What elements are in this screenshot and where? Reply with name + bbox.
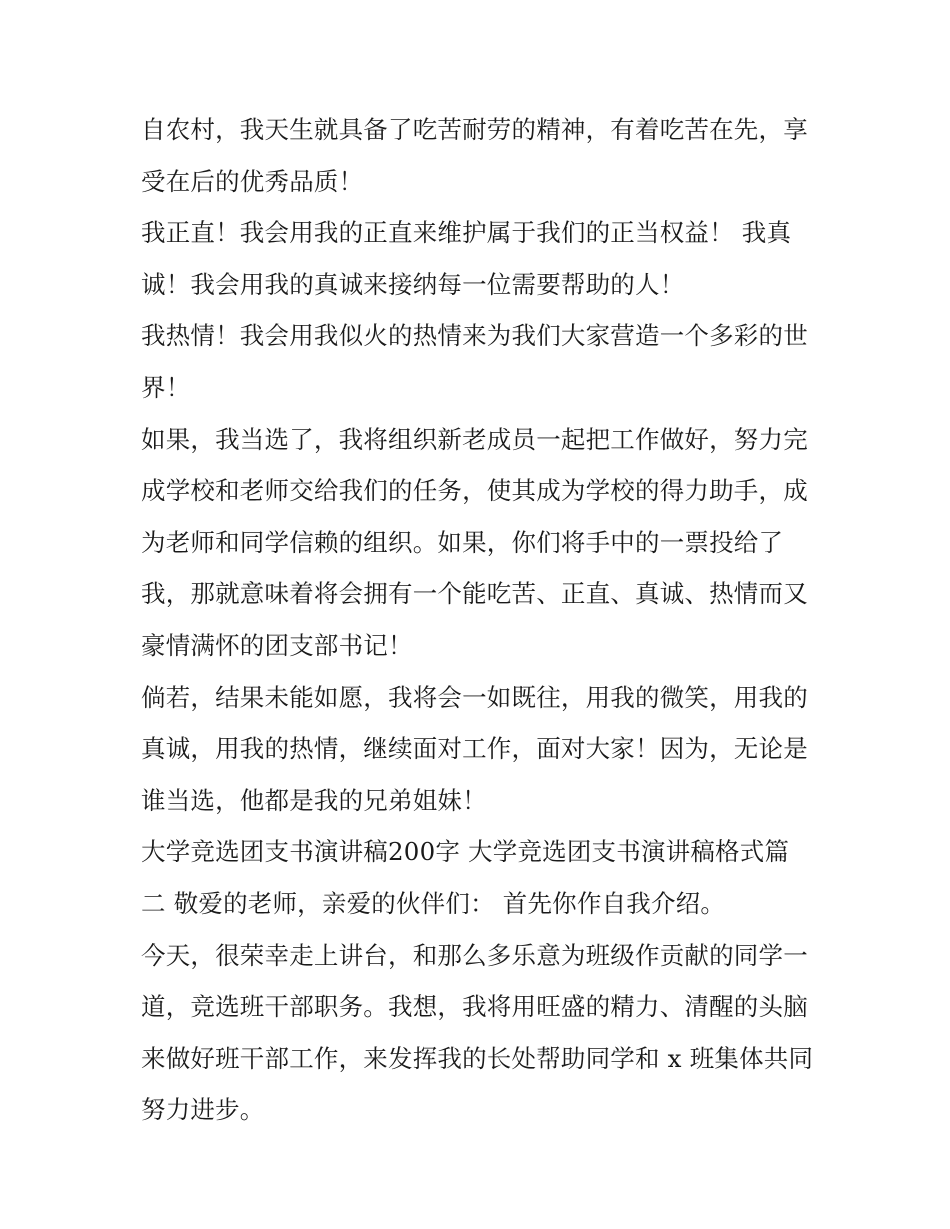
text-line: 大学竞选团支书演讲稿200字 大学竞选团支书演讲稿格式篇 bbox=[141, 837, 790, 867]
text-line: 诚！我会用我的真诚来接纳每一位需要帮助的人！ bbox=[141, 269, 685, 299]
text-line: 为老师和同学信赖的组织。如果，你们将手中的一票投给了 bbox=[141, 527, 784, 557]
document-body bbox=[141, 104, 821, 1136]
text-line: 我热情！我会用我似火的热情来为我们大家营造一个多彩的世 bbox=[141, 321, 808, 351]
text-line: 成学校和老师交给我们的任务，使其成为学校的得力助手，成 bbox=[141, 476, 808, 506]
text-line: 努力进步。 bbox=[141, 1095, 265, 1125]
text-line: 如果，我当选了，我将组织新老成员一起把工作做好，努力完 bbox=[141, 424, 808, 454]
text-line: 真诚，用我的热情，继续面对工作，面对大家！因为，无论是 bbox=[141, 734, 808, 764]
text-line: 来做好班干部工作，来发挥我的长处帮助同学和 x 班集体共同 bbox=[141, 1043, 814, 1073]
text-line: 自农村，我天生就具备了吃苦耐劳的精神，有着吃苦在先，享 bbox=[141, 115, 808, 144]
text-line: 谁当选，他都是我的兄弟姐妹！ bbox=[141, 785, 487, 815]
text-line: 今天，很荣幸走上讲台，和那么多乐意为班级作贡献的同学一 bbox=[141, 940, 808, 970]
text-line: 我，那就意味着将会拥有一个能吃苦、正直、真诚、热情而又 bbox=[141, 579, 808, 609]
text-line: 受在后的优秀品质！ bbox=[141, 166, 364, 196]
text-line: 二 敬爱的老师，亲爱的伙伴们： 首先你作自我介绍。 bbox=[141, 888, 726, 918]
text-line: 我正直！我会用我的正直来维护属于我们的正当权益！ 我真 bbox=[141, 218, 792, 248]
text-line: 界！ bbox=[141, 372, 191, 402]
text-line: 倘若，结果未能如愿，我将会一如既往，用我的微笑，用我的 bbox=[141, 682, 808, 712]
text-line: 道，竞选班干部职务。我想，我将用旺盛的精力、清醒的头脑 bbox=[141, 992, 808, 1022]
text-line: 豪情满怀的团支部书记！ bbox=[141, 630, 413, 660]
